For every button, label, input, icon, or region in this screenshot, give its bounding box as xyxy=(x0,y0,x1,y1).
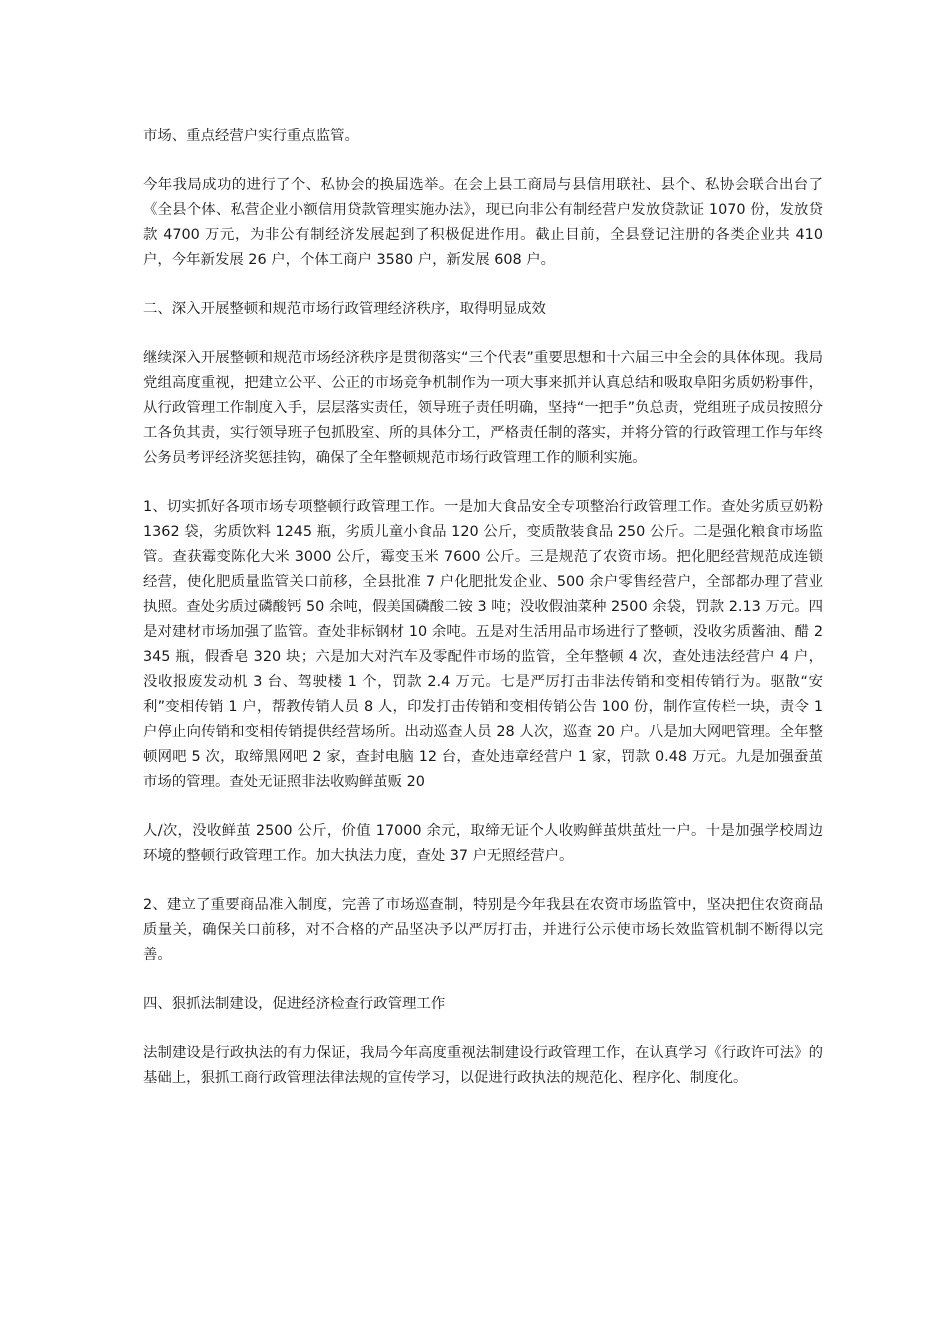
paragraph-4: 1、切实抓好各项市场专项整顿行政管理工作。一是加大食品安全专项整治行政管理工作。查处劣质豆奶粉 1362 袋，劣质饮料 1245 瓶，劣质儿童小食品 120 公斤，变质散装食品 250 公斤。二是强化粮食市场监管。查获霉变陈化大米 3000 公斤，霉变玉米 7600 公斤。三是规范了农资市场。把化肥经营规范成连锁经营，使化肥质量监管关口前移，全县批准 7 户化肥批发企业、500 余户零售经营户，全部都办理了营业执照。查处劣质过磷酸钙 50 余吨，假美国磷酸二铵 3 吨；没收假油菜种 2500 余袋，罚款 2.13 万元。四是对建材市场加强了监管。查处非标钢材 10 余吨。五是对生活用品市场进行了整顿，没收劣质酱油、醋 2345 瓶，假香皂 320 块；六是加大对汽车及零配件市场的监管，全年整顿 4 次，查处违法经营户 4 户，没收报废发动机 3 台、驾驶楼 1 个，罚款 2.4 万元。七是严厉打击非法传销和变相传销行为。驱散“安利”变相传销 1 户，帮教传销人员 8 人，印发打击传销和变相传销公告 100 份，制作宣传栏一块，责令 1 户停止向传销和变相传销提供经营场所。出动巡查人员 28 人次，巡查 20 户。八是加大网吧管理。全年整顿网吧 5 次，取缔黑网吧 2 家，查封电脑 12 台，查处违章经营户 1 家，罚款 0.48 万元。九是加强蚕茧市场的管理。查处无证照非法收购鲜茧贩 20 xyxy=(143,499,823,790)
paragraph-6: 2、建立了重要商品准入制度，完善了市场巡查制，特别是今年我县在农资市场监管中，坚决把住农资商品质量关，确保关口前移，对不合格的产品坚决予以严厉打击，并进行公示使市场长效监管机制不断得以完善。 xyxy=(143,897,823,963)
paragraph-5: 人/次，没收鲜茧 2500 公斤，价值 17000 余元，取缔无证个人收购鲜茧烘茧灶一户。十是加强学校周边环境的整顿行政管理工作。加大执法力度，查处 37 户无照经营户。 xyxy=(143,823,823,864)
paragraph-1: 市场、重点经营户实行重点监管。 xyxy=(143,128,359,144)
section-heading-4: 四、狠抓法制建设，促进经济检查行政管理工作 xyxy=(143,996,446,1012)
section-heading-2: 二、深入开展整顿和规范市场行政管理经济秩序，取得明显成效 xyxy=(143,301,546,317)
document-body xyxy=(143,124,823,1115)
paragraph-2: 今年我局成功的进行了个、私协会的换届选举。在会上县工商局与县信用联社、县个、私协会联合出台了《全县个体、私营企业小额信用贷款管理实施办法》，现已向非公有制经营户发放贷款证 1070 份，发放贷款 4700 万元，为非公有制经济发展起到了积极促进作用。截止目前，全县登记注册的各类企业共 410 户，今年新发展 26 户，个体工商户 3580 户，新发展 608 户。 xyxy=(143,177,823,268)
paragraph-7: 法制建设是行政执法的有力保证，我局今年高度重视法制建设行政管理工作，在认真学习《行政许可法》的基础上，狠抓工商行政管理法律法规的宣传学习，以促进行政执法的规范化、程序化、制度化。 xyxy=(143,1045,823,1086)
paragraph-3: 继续深入开展整顿和规范市场经济秩序是贯彻落实“三个代表”重要思想和十六届三中全会的具体体现。我局党组高度重视，把建立公平、公正的市场竞争机制作为一项大事来抓并认真总结和吸取阜阳劣质奶粉事件，从行政管理工作制度入手，层层落实责任，领导班子责任明确，坚持“一把手”负总责，党组班子成员按照分工各负其责，实行领导班子包抓股室、所的具体分工，严格责任制的落实，并将分管的行政管理工作与年终公务员考评经济奖惩挂钩，确保了全年整顿规范市场行政管理工作的顺利实施。 xyxy=(143,350,823,466)
